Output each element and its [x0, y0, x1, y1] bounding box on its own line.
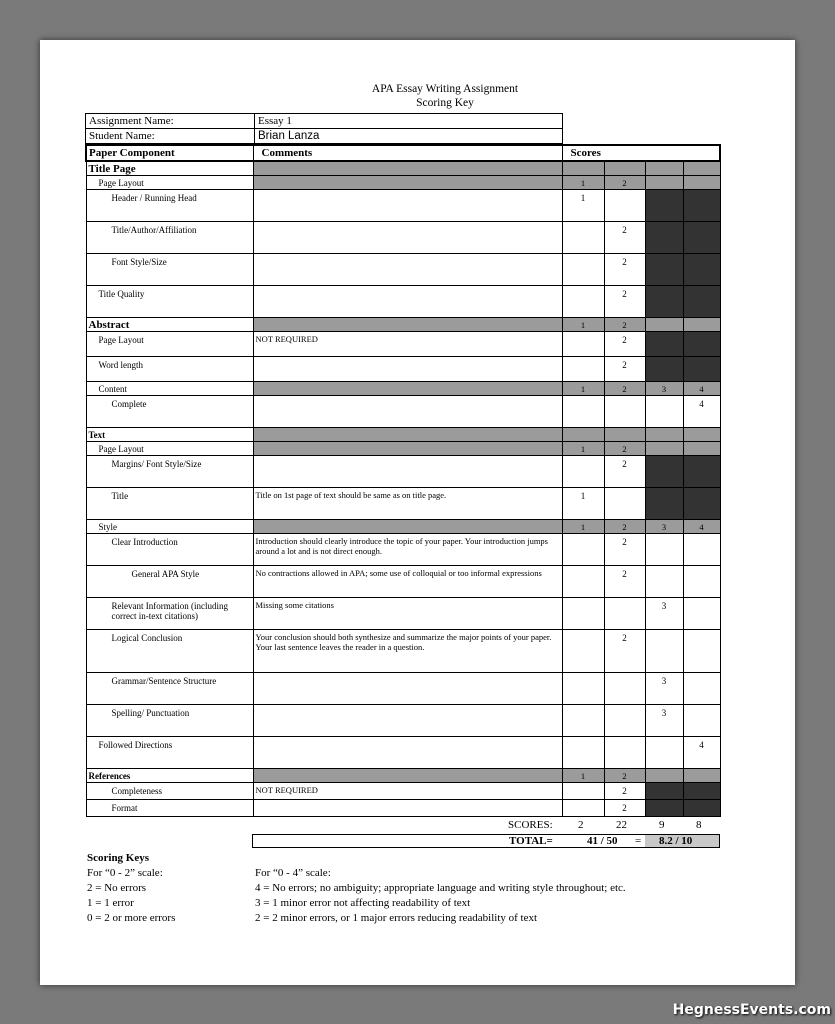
score-cell — [645, 566, 683, 598]
comment-cell — [253, 190, 562, 222]
score-cell — [683, 783, 720, 800]
score-scale-header — [683, 428, 720, 442]
score-cell — [645, 800, 683, 817]
table-row — [86, 190, 720, 222]
score-cell — [645, 286, 683, 318]
score-cell: 1 — [562, 190, 604, 222]
document-subtitle: Scoring Key — [416, 97, 474, 109]
component-name: Spelling/ Punctuation — [86, 705, 253, 737]
score-total-col4: 8 — [696, 819, 702, 831]
component-name: Margins/ Font Style/Size — [86, 456, 253, 488]
comment-cell: Introduction should clearly introduce the topic of your paper. Your introduction jumps around a lot and is not direct enough. — [253, 534, 562, 566]
section-comment-cell — [253, 769, 562, 783]
score-scale-header — [562, 428, 604, 442]
score-cell: 2 — [604, 286, 645, 318]
score-cell — [683, 598, 720, 630]
component-name: Title/Author/Affiliation — [86, 222, 253, 254]
score-scale-header — [645, 769, 683, 783]
table-row — [86, 534, 720, 566]
section-comment-cell — [253, 428, 562, 442]
component-name: Followed Directions — [86, 737, 253, 769]
score-cell — [562, 357, 604, 382]
section-comment-cell — [253, 382, 562, 396]
score-scale-header: 4 — [683, 520, 720, 534]
score-scale-header — [683, 442, 720, 456]
score-scale-header: 2 — [604, 520, 645, 534]
score-cell — [683, 286, 720, 318]
scoring-table — [85, 144, 721, 817]
score-cell — [645, 357, 683, 382]
score-cell — [683, 534, 720, 566]
score-cell — [562, 254, 604, 286]
table-row — [86, 222, 720, 254]
score-cell — [562, 705, 604, 737]
comment-cell — [253, 737, 562, 769]
score-cell: 2 — [604, 630, 645, 673]
score-cell: 4 — [683, 396, 720, 428]
score-cell — [562, 800, 604, 817]
subsection-name: Page Layout — [86, 442, 253, 456]
comment-cell — [253, 254, 562, 286]
table-row — [86, 254, 720, 286]
score-cell — [562, 737, 604, 769]
score-scale-header: 1 — [562, 769, 604, 783]
score-scale-header: 1 — [562, 382, 604, 396]
score-scale-header: 2 — [604, 176, 645, 190]
score-cell — [683, 357, 720, 382]
score-cell — [683, 190, 720, 222]
subsection-row — [86, 176, 720, 190]
scoring-keys-heading: Scoring Keys — [87, 852, 150, 864]
scoring-keys-left — [87, 851, 175, 926]
score-scale-header: 4 — [683, 382, 720, 396]
score-cell — [645, 737, 683, 769]
score-cell — [604, 190, 645, 222]
document-title: APA Essay Writing Assignment — [371, 83, 519, 95]
score-cell: 2 — [604, 332, 645, 357]
score-cell — [645, 190, 683, 222]
score-cell — [604, 673, 645, 705]
score-scale-header: 2 — [604, 769, 645, 783]
component-name: Complete — [86, 396, 253, 428]
key-right-line: For “0 - 4” scale: — [255, 867, 331, 879]
score-cell — [683, 254, 720, 286]
key-right-line: 2 = 2 minor errors, or 1 major errors reducing readability of text — [255, 912, 538, 924]
score-cell — [683, 630, 720, 673]
score-cell — [562, 456, 604, 488]
total-box — [252, 834, 720, 848]
section-name: Abstract — [86, 318, 253, 332]
table-row — [86, 630, 720, 673]
score-scale-header: 3 — [645, 382, 683, 396]
score-cell: 2 — [604, 254, 645, 286]
key-left-line: For “0 - 2” scale: — [87, 867, 163, 879]
table-row — [86, 286, 720, 318]
score-total-col3: 9 — [659, 819, 665, 831]
document-page — [40, 40, 795, 985]
table-row — [86, 566, 720, 598]
component-name: Grammar/Sentence Structure — [86, 673, 253, 705]
component-name: Font Style/Size — [86, 254, 253, 286]
score-scale-header: 2 — [604, 382, 645, 396]
score-scale-header: 2 — [604, 442, 645, 456]
score-cell — [683, 456, 720, 488]
total-value: 41 / 50 — [587, 835, 618, 847]
score-cell — [604, 396, 645, 428]
score-cell — [645, 783, 683, 800]
total-equals: = — [635, 835, 642, 847]
score-cell — [645, 332, 683, 357]
score-total-col2: 22 — [616, 819, 627, 831]
score-cell — [562, 783, 604, 800]
score-cell — [604, 737, 645, 769]
score-cell: 2 — [604, 357, 645, 382]
comment-cell — [253, 456, 562, 488]
key-right-line: 4 = No errors; no ambiguity; appropriate language and writing style throughout; etc. — [255, 882, 626, 894]
component-name: Word length — [86, 357, 253, 382]
score-cell — [683, 488, 720, 520]
table-row — [86, 396, 720, 428]
score-cell: 2 — [604, 534, 645, 566]
comment-cell — [253, 396, 562, 428]
score-cell — [683, 566, 720, 598]
section-name: References — [86, 769, 253, 783]
watermark: HegnessEvents.com — [672, 1002, 831, 1018]
comment-cell — [253, 705, 562, 737]
score-scale-header — [604, 428, 645, 442]
comment-cell — [253, 286, 562, 318]
score-cell — [683, 673, 720, 705]
score-scale-header: 1 — [562, 318, 604, 332]
section-name: Text — [86, 428, 253, 442]
component-name: Clear Introduction — [86, 534, 253, 566]
score-cell — [562, 396, 604, 428]
score-cell — [683, 222, 720, 254]
score-cell: 1 — [562, 488, 604, 520]
component-name: Page Layout — [86, 332, 253, 357]
score-cell — [562, 332, 604, 357]
score-cell — [604, 488, 645, 520]
score-cell — [604, 705, 645, 737]
comment-cell: No contractions allowed in APA; some use of colloquial or too informal expressions — [253, 566, 562, 598]
component-name: Title Quality — [86, 286, 253, 318]
section-row — [86, 769, 720, 783]
subsection-name: Style — [86, 520, 253, 534]
score-cell — [645, 534, 683, 566]
score-scale-header: 2 — [604, 318, 645, 332]
assignment-name-label: Assignment Name: — [86, 114, 255, 129]
score-scale-header — [683, 769, 720, 783]
score-cell — [604, 598, 645, 630]
table-row — [86, 705, 720, 737]
score-cell: 4 — [683, 737, 720, 769]
comment-cell: NOT REQUIRED — [253, 783, 562, 800]
score-scale-header: 1 — [562, 176, 604, 190]
score-cell — [645, 222, 683, 254]
key-right-line: 3 = 1 minor error not affecting readability of text — [255, 897, 471, 909]
subsection-row — [86, 382, 720, 396]
table-row — [86, 357, 720, 382]
comment-cell: NOT REQUIRED — [253, 332, 562, 357]
comment-cell — [253, 800, 562, 817]
score-cell: 3 — [645, 598, 683, 630]
section-row — [86, 161, 720, 176]
comment-cell: Title on 1st page of text should be same as on title page. — [253, 488, 562, 520]
score-cell — [683, 705, 720, 737]
score-cell — [645, 396, 683, 428]
score-cell — [683, 800, 720, 817]
subsection-name: Content — [86, 382, 253, 396]
component-name: Logical Conclusion — [86, 630, 253, 673]
table-header-row — [86, 145, 720, 161]
score-scale-header — [645, 428, 683, 442]
subsection-row — [86, 520, 720, 534]
score-scale-header — [683, 176, 720, 190]
section-name: Title Page — [86, 161, 253, 176]
score-cell — [562, 534, 604, 566]
assignment-info-table — [85, 113, 563, 144]
score-scale-header — [645, 161, 683, 176]
score-cell: 3 — [645, 673, 683, 705]
score-cell — [645, 630, 683, 673]
section-row — [86, 428, 720, 442]
component-name: Title — [86, 488, 253, 520]
score-cell — [562, 222, 604, 254]
score-cell — [562, 630, 604, 673]
subsection-row — [86, 442, 720, 456]
score-cell — [683, 332, 720, 357]
score-cell — [562, 286, 604, 318]
key-left-line: 1 = 1 error — [87, 897, 134, 909]
document-title-block — [40, 82, 795, 110]
section-comment-cell — [253, 520, 562, 534]
score-scale-header — [645, 442, 683, 456]
header-comments: Comments — [253, 145, 562, 161]
score-cell: 2 — [604, 456, 645, 488]
score-scale-header — [683, 318, 720, 332]
comment-cell: Missing some citations — [253, 598, 562, 630]
table-row — [86, 598, 720, 630]
component-name: Relevant Information (including correct in-text citations) — [86, 598, 253, 630]
score-cell: 2 — [604, 566, 645, 598]
header-paper-component: Paper Component — [86, 145, 253, 161]
score-total-col1: 2 — [578, 819, 584, 831]
score-cell: 2 — [604, 800, 645, 817]
score-scale-header — [645, 176, 683, 190]
section-comment-cell — [253, 176, 562, 190]
key-left-line: 0 = 2 or more errors — [87, 912, 176, 924]
scoring-keys-right — [255, 866, 626, 926]
header-scores: Scores — [562, 145, 720, 161]
comment-cell: Your conclusion should both synthesize and summarize the major points of your paper. Your last sentence leaves the reader in a question. — [253, 630, 562, 673]
total-label: TOTAL= — [509, 835, 553, 847]
table-row — [86, 332, 720, 357]
comment-cell — [253, 673, 562, 705]
score-scale-header — [683, 161, 720, 176]
scaled-value: 8.2 / 10 — [659, 835, 693, 847]
component-name: Completeness — [86, 783, 253, 800]
score-scale-header: 1 — [562, 520, 604, 534]
scores-label: SCORES: — [508, 819, 553, 831]
score-cell: 3 — [645, 705, 683, 737]
section-comment-cell — [253, 161, 562, 176]
score-cell: 2 — [604, 222, 645, 254]
subsection-name: Page Layout — [86, 176, 253, 190]
score-cell — [562, 673, 604, 705]
table-row — [86, 456, 720, 488]
comment-cell — [253, 357, 562, 382]
component-name: Format — [86, 800, 253, 817]
score-scale-header — [604, 161, 645, 176]
section-comment-cell — [253, 442, 562, 456]
component-name: General APA Style — [86, 566, 253, 598]
table-row — [86, 783, 720, 800]
score-scale-header — [562, 161, 604, 176]
table-row — [86, 737, 720, 769]
score-cell: 2 — [604, 783, 645, 800]
section-comment-cell — [253, 318, 562, 332]
score-cell — [645, 456, 683, 488]
score-cell — [562, 598, 604, 630]
score-cell — [645, 254, 683, 286]
key-left-line: 2 = No errors — [87, 882, 147, 894]
table-row — [86, 673, 720, 705]
comment-cell — [253, 222, 562, 254]
student-name-value: Brian Lanza — [255, 129, 563, 144]
score-scale-header: 1 — [562, 442, 604, 456]
student-name-label: Student Name: — [86, 129, 255, 144]
component-name: Header / Running Head — [86, 190, 253, 222]
section-row — [86, 318, 720, 332]
table-row — [86, 488, 720, 520]
score-cell — [562, 566, 604, 598]
table-row — [86, 800, 720, 817]
score-scale-header — [645, 318, 683, 332]
score-scale-header: 3 — [645, 520, 683, 534]
assignment-name-value: Essay 1 — [255, 114, 563, 129]
score-cell — [645, 488, 683, 520]
